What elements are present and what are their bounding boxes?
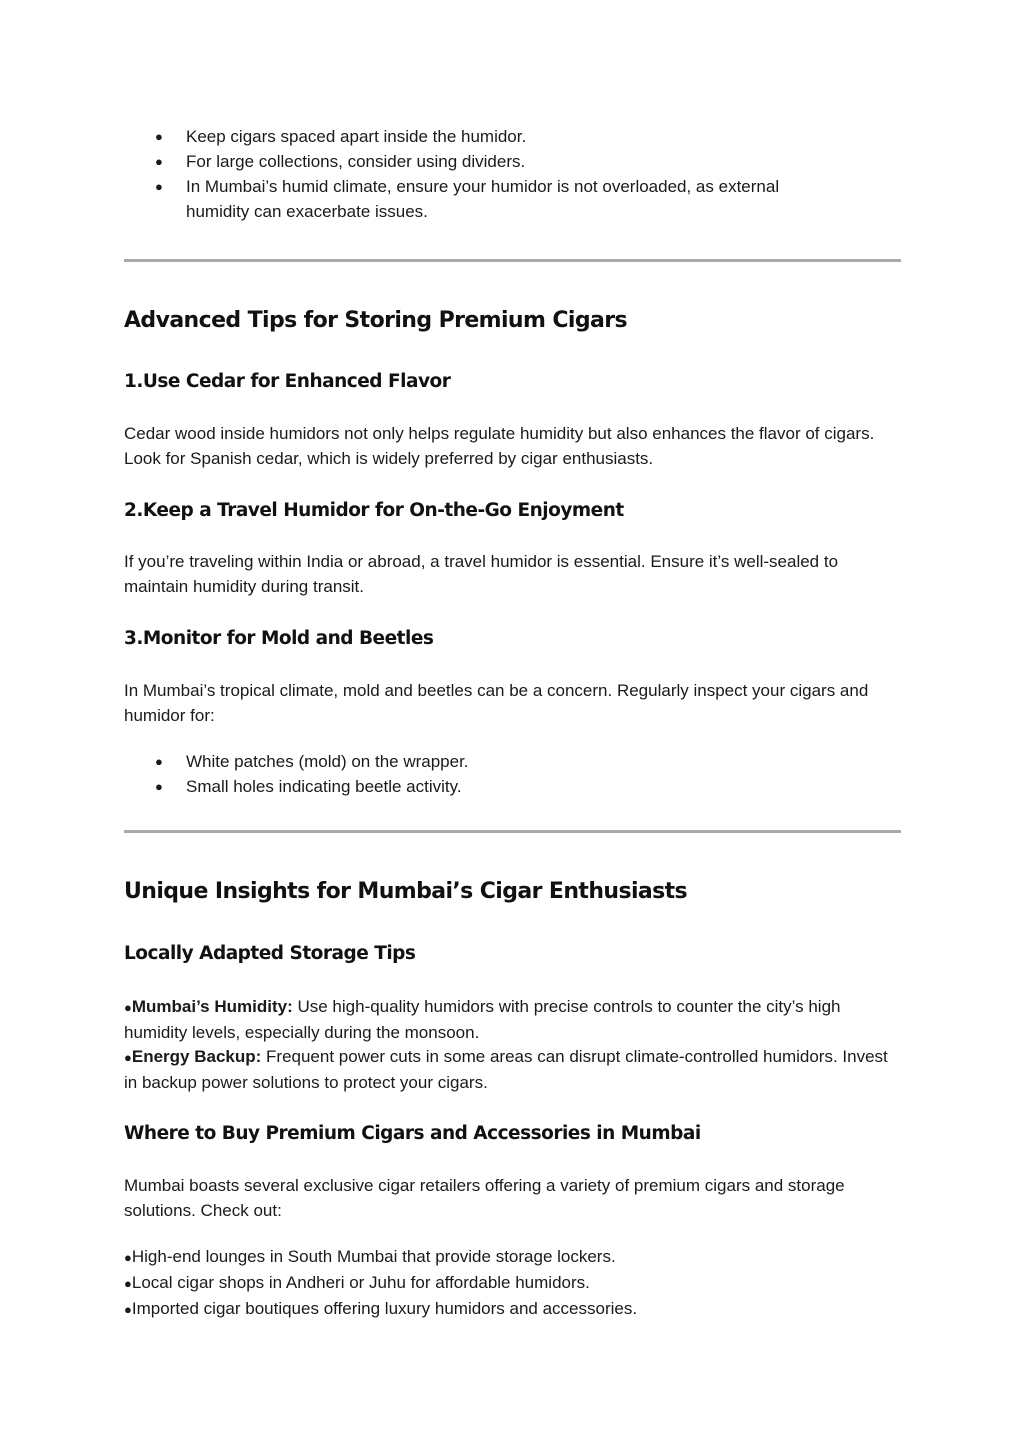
section-heading-mumbai-insights: Unique Insights for Mumbai’s Cigar Enthusiasts xyxy=(124,879,688,904)
bullet-icon: ● xyxy=(124,1250,132,1265)
list-item: ● In Mumbai’s humid climate, ensure your humidor is not overloaded, as external humidity can exacerbate issues. xyxy=(124,174,901,224)
bullet-icon: ● xyxy=(124,1276,132,1291)
tip-heading-cedar: 1.Use Cedar for Enhanced Flavor xyxy=(124,371,451,392)
tip-body-cedar: Cedar wood inside humidors not only helps regulate humidity but also enhances the flavor of cigars. Look for Spanish cedar, which is widely preferred by cigar enthusiasts. xyxy=(124,424,875,468)
list-item: ● Keep cigars spaced apart inside the humidor. xyxy=(124,124,901,149)
bullet-icon: ● xyxy=(124,1302,132,1317)
list-item: ● Small holes indicating beetle activity. xyxy=(124,774,901,799)
bullet-icon: ● xyxy=(155,779,163,794)
bullet-icon: ● xyxy=(155,179,163,194)
bullet-icon: ● xyxy=(124,1000,132,1015)
subheading-local-storage: Locally Adapted Storage Tips xyxy=(124,943,416,964)
list-item: ● For large collections, consider using dividers. xyxy=(124,149,901,174)
tip-heading-travel-humidor: 2.Keep a Travel Humidor for On-the-Go Enjoyment xyxy=(124,500,624,521)
intro-bullet-list xyxy=(124,124,901,224)
where-to-buy-body: Mumbai boasts several exclusive cigar retailers offering a variety of premium cigars and storage solutions. Check out: xyxy=(124,1176,845,1220)
tip-label: Energy Backup: xyxy=(131,1047,262,1066)
list-item: ●Local cigar shops in Andheri or Juhu for affordable humidors. xyxy=(124,1273,590,1292)
tip-label: Mumbai’s Humidity: xyxy=(131,997,293,1016)
inspection-bullet-list xyxy=(124,749,901,799)
subheading-where-to-buy: Where to Buy Premium Cigars and Accessories in Mumbai xyxy=(124,1123,701,1144)
section-heading-advanced-tips: Advanced Tips for Storing Premium Cigars xyxy=(124,308,628,333)
list-item: ●Imported cigar boutiques offering luxury humidors and accessories. xyxy=(124,1299,638,1318)
section-divider xyxy=(124,830,901,833)
tip-body-mold-beetles: In Mumbai’s tropical climate, mold and beetles can be a concern. Regularly inspect your cigars and humidor for: xyxy=(124,681,869,725)
tip-mumbai-humidity: ●Mumbai’s Humidity: Use high-quality humidors with precise controls to counter the city’s high humidity levels, especially during the monsoon. xyxy=(124,997,841,1042)
section-divider xyxy=(124,259,901,262)
list-item: ● White patches (mold) on the wrapper. xyxy=(124,749,901,774)
bullet-icon: ● xyxy=(155,754,163,769)
tip-energy-backup: ●Energy Backup: Frequent power cuts in some areas can disrupt climate-controlled humidors. Invest in backup power solutions to protect your cigars. xyxy=(124,1047,888,1092)
bullet-icon: ● xyxy=(124,1050,132,1065)
tip-body-travel-humidor: If you’re traveling within India or abroad, a travel humidor is essential. Ensure it’s well-sealed to maintain humidity during transit. xyxy=(124,552,839,596)
tip-heading-mold-beetles: 3.Monitor for Mold and Beetles xyxy=(124,628,434,649)
retailer-list xyxy=(124,1244,901,1322)
list-item: ●High-end lounges in South Mumbai that provide storage lockers. xyxy=(124,1247,616,1266)
bullet-icon: ● xyxy=(155,154,163,169)
bullet-icon: ● xyxy=(155,129,163,144)
